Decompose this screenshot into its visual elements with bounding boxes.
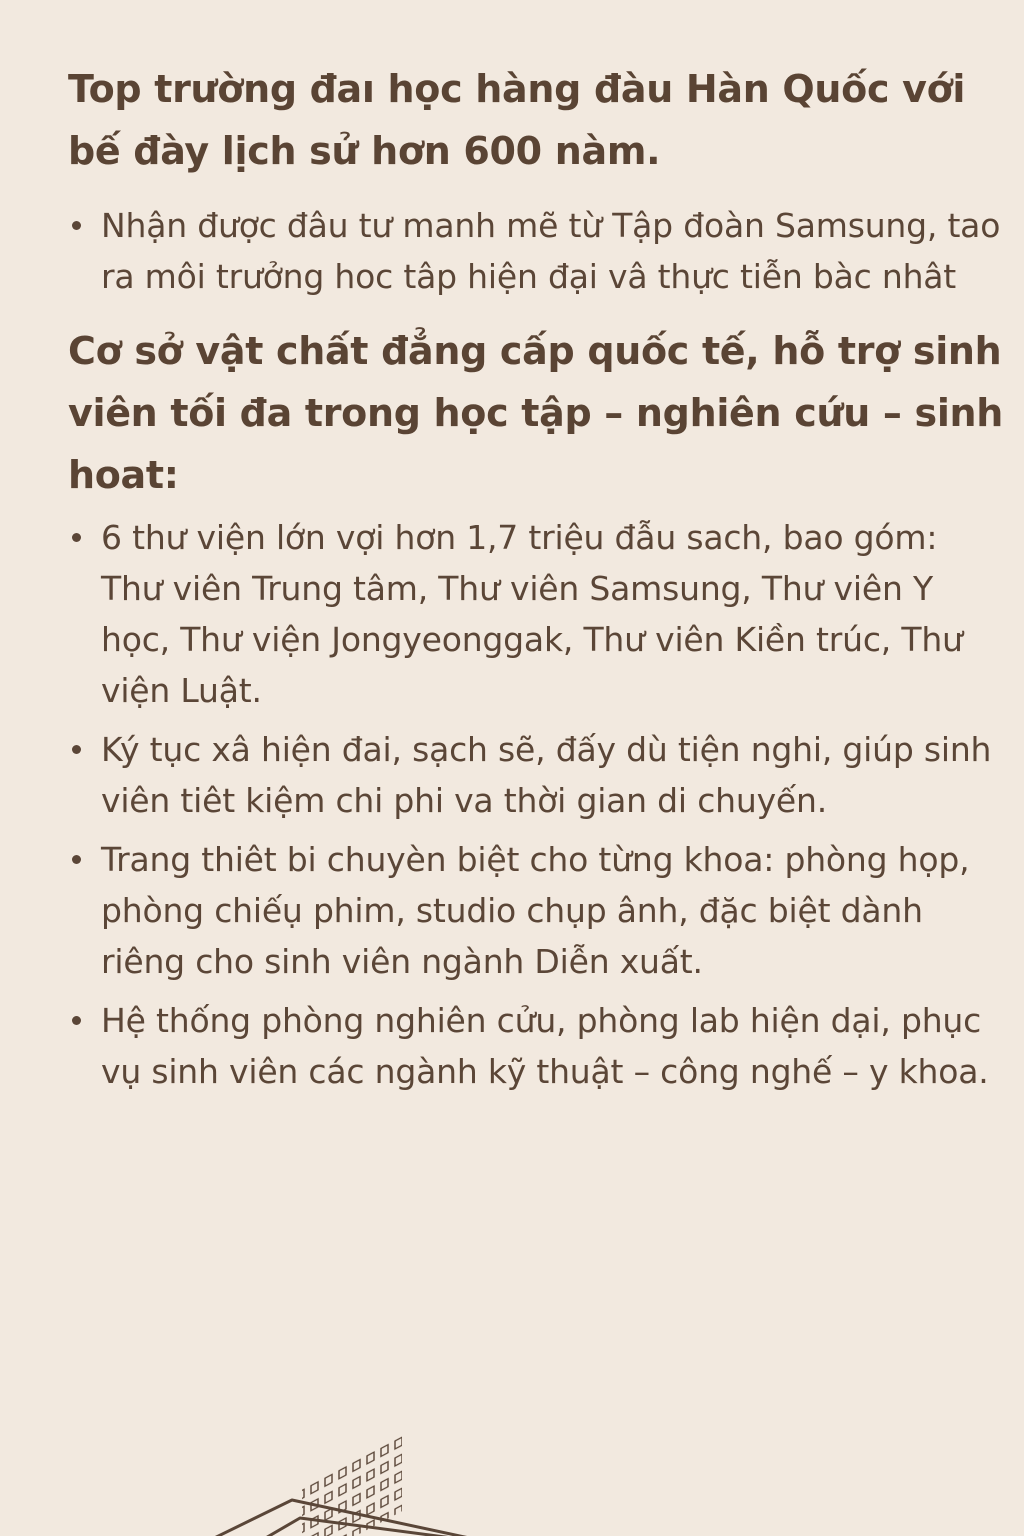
bullet-dot-icon: [72, 221, 81, 230]
bullet-text: Ký tục xâ hiện đai, sạch sẽ, đấy dù tiện nghi, giúp sinh viên tiêt kiệm chi phi va thời gian di chuyến.: [101, 730, 992, 820]
facility-bullet-dormitory: [68, 724, 1008, 826]
campus-illustration: [0, 1120, 1024, 1536]
bullet-text: Hệ thống phòng nghiên cửu, phòng lab hiện dại, phục vụ sinh viên các ngành kỹ thuật – công nghế – y khoa.: [101, 1001, 989, 1091]
intro-bullet-samsung: [68, 200, 1008, 302]
main-content: [68, 58, 1008, 1105]
ground-plane: [66, 1500, 945, 1536]
bullet-dot-icon: [72, 533, 81, 542]
campus-map-icon: [0, 1120, 1024, 1536]
main-heading: Top trường đaı học hàng đàu Hàn Quốc với bế đày lịch sử hơn 600 nàm.: [68, 67, 966, 173]
bullet-dot-icon: [72, 1016, 81, 1025]
bullet-text: 6 thư viện lớn vợi hơn 1,7 triệu đẫu sach, bao góm: Thư viên Trung tâm, Thư viên Samsung, Thư viên Y học, Thư viện Jongyeonggak, Thư viên Kiền trúc, Thư viện Luật.: [101, 518, 963, 710]
bullet-text: Trang thiêt bi chuyèn biệt cho từng khoa: phòng họp, phòng chiếụ phim, studio chụp ânh, đặc biệt dành riêng cho sinh viên ngành Diễn xuất.: [101, 840, 970, 981]
facility-bullet-equipment: [68, 834, 1008, 987]
intro-bullet-list: [68, 200, 1008, 302]
facility-bullet-labs: [68, 995, 1008, 1097]
bullet-text: Nhận được đâu tư manh mẽ từ Tập đoàn Samsung, tao ra môi trưởng hoc tâp hiện đại vâ thực tiễn bàc nhât: [101, 206, 1001, 296]
facility-bullet-list: [68, 512, 1008, 1097]
facility-bullet-libraries: [68, 512, 1008, 716]
building-northwest: [232, 1431, 412, 1536]
bullet-dot-icon: [72, 745, 81, 754]
facilities-heading: Cơ sở vật chất đẳng cấp quốc tế, hỗ trợ sinh viên tối đa trong học tập – nghiên cứu – sinh hoat:: [68, 329, 1004, 497]
bullet-dot-icon: [72, 855, 81, 864]
